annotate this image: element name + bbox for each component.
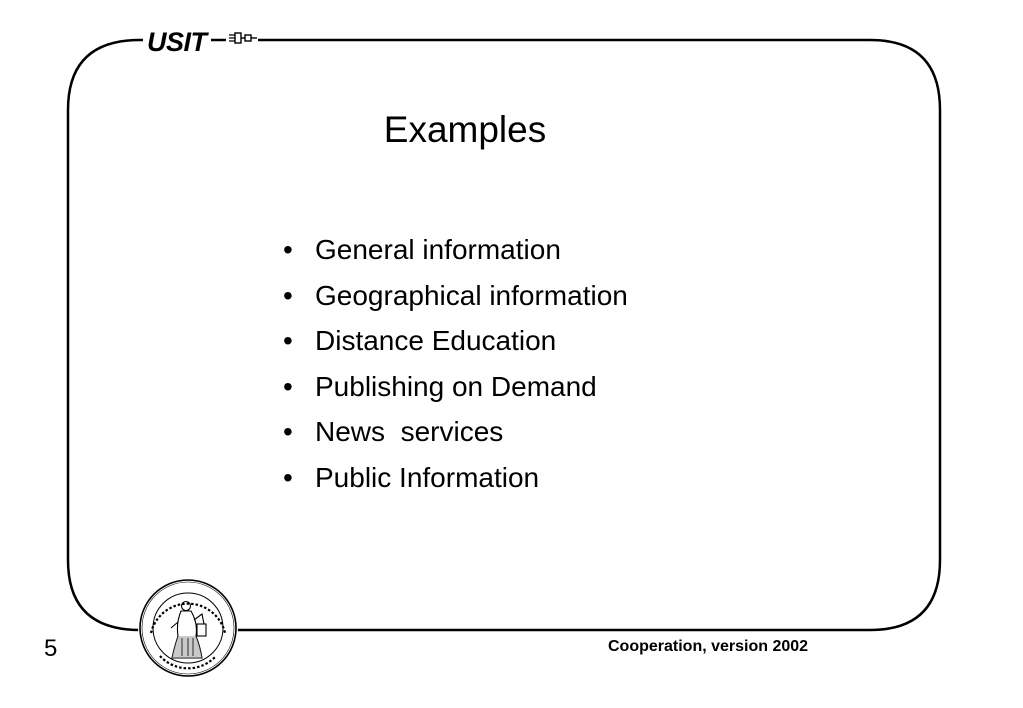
bullet-dot-icon: •: [283, 279, 293, 311]
bullet-dot-icon: •: [283, 370, 293, 402]
university-seal-icon: [138, 578, 238, 678]
slide-title: Examples: [383, 109, 547, 150]
bullet-text: Geographical information: [315, 279, 628, 311]
bullet-text: General information: [315, 234, 561, 265]
brand-label: USIT: [143, 26, 211, 58]
bullet-text: Publishing on Demand: [315, 370, 597, 402]
bullet-text: Public Information: [315, 461, 540, 493]
bullet-dot-icon: •: [283, 461, 293, 493]
bullet-item: [283, 409, 628, 455]
bullet-item: [283, 227, 628, 273]
bullet-text: Distance Education: [315, 325, 557, 356]
bullet-dot-icon: •: [283, 234, 293, 265]
bullet-item: [283, 455, 628, 501]
bullet-dot-icon: •: [283, 416, 293, 447]
bullet-item: [283, 273, 628, 319]
bullet-list: [283, 227, 628, 500]
footer-text: Cooperation, version 2002: [608, 638, 809, 655]
bullet-dot-icon: •: [283, 325, 293, 356]
connector-icon: [226, 28, 258, 48]
bullet-item: [283, 364, 628, 410]
page-number: 5: [44, 635, 58, 662]
bullet-text: News services: [315, 416, 504, 447]
bullet-item: [283, 318, 628, 364]
